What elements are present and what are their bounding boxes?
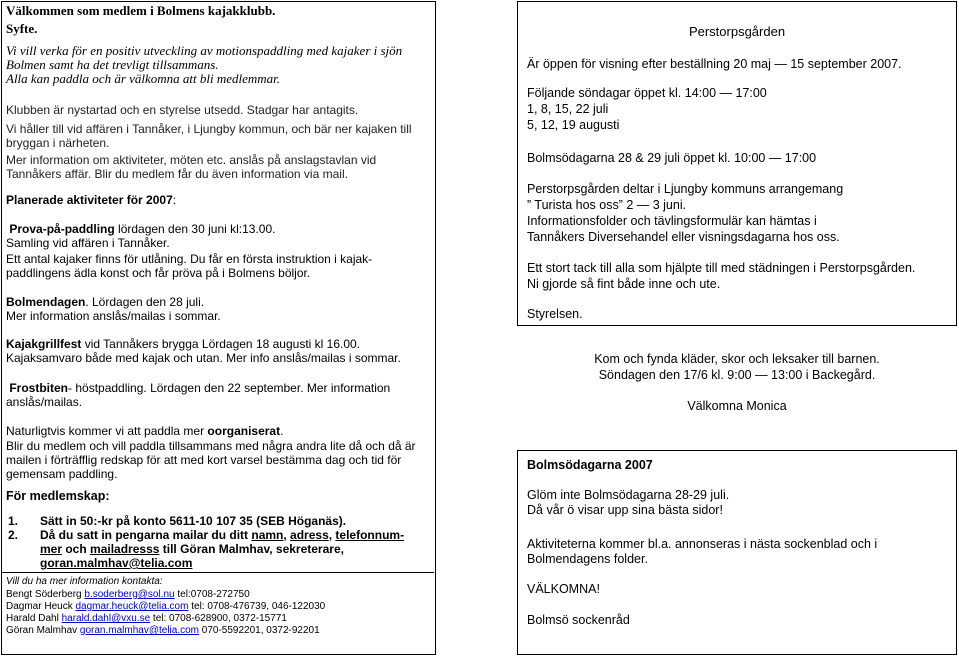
naturligtvis-line: Naturligtvis kommer vi att paddla mer oorganiserat. [6, 424, 284, 438]
step-2-text-2: mer och mailadresss till Göran Malmhav, sekreterare, [40, 542, 344, 556]
perstorp-signature: Styrelsen. [527, 307, 583, 321]
frostbiten-line: Frostbiten- höstpaddling. Lördagen den 22 september. Mer information [9, 381, 391, 395]
bolmso-line-1: Glöm inte Bolmsödagarna 28-29 juli. [527, 488, 730, 502]
prova-line-2: Samling vid affären i Tannåker. [6, 236, 170, 250]
bolmendagen-line-2: Mer information anslås/mailas i sommar. [6, 309, 221, 323]
naturligtvis-line-3: mailen i förträfflig redskap för att med kort varsel bestämma dag och tid för [6, 453, 402, 467]
grillfest-line: Kajakgrillfest vid Tannåkers brygga Lördagen 18 augusti kl 16.00. [6, 337, 361, 351]
intro-line-3: Alla kan paddla och är välkomna att bli medlemmar. [6, 71, 281, 86]
location-text-1: Vi håller till vid affären i Tannåker, i Ljungby kommun, och bär ner kajaken till [6, 122, 412, 136]
bolmso-line-3: Aktiviteterna kommer bl.a. annonseras i nästa sockenblad och i [527, 537, 878, 551]
frostbiten-line-2: anslås/mailas. [6, 395, 83, 409]
perstorp-line-5: Bolmsödagarna 28 & 29 juli öppet kl. 10:00 — 17:00 [527, 151, 817, 165]
bolmsodagarna-title: Bolmsödagarna 2007 [527, 458, 653, 472]
club-started-text: Klubben är nystartad och en styrelse utsedd. Stadgar har antagits. [6, 103, 359, 117]
naturligtvis-line-4: gemensam paddling. [6, 467, 118, 481]
contact-row: Dagmar Heuck dagmar.heuck@telia.com tel: 0708-476739, 046-122030 [6, 601, 326, 612]
perstorp-line-2: Följande söndagar öppet kl. 14:00 — 17:00 [527, 86, 767, 100]
contact-row: Harald Dahl harald.dahl@vxu.se tel: 0708-628900, 0372-15771 [6, 613, 287, 624]
bolmso-line-4: Bolmendagens folder. [527, 552, 648, 566]
perstorp-line-3: 1, 8, 15, 22 juli [527, 102, 609, 116]
contact-email-link[interactable]: b.soderberg@sol.nu [84, 589, 175, 600]
info-text-2: Tannåkers affär. Blir du medlem får du även information via mail. [6, 167, 348, 181]
perstorp-line-7: ” Turista hos oss” 2 — 3 juni. [527, 198, 687, 212]
bolmso-line-2: Då vår ö visar upp sina bästa sidor! [527, 503, 723, 517]
perstorp-line-11: Ni gjorde så fint både inne och ute. [527, 277, 721, 291]
planned-activities-heading: Planerade aktiviteter för 2007: [6, 193, 177, 207]
syfte-heading: Syfte. [6, 21, 38, 36]
perstorp-line-1: Är öppen för visning efter beställning 20 maj — 15 september 2007. [527, 57, 902, 71]
perstorp-line-10: Ett stort tack till alla som hjälpte till med städningen i Perstorpsgården. [527, 261, 916, 275]
step-1-text: Sätt in 50:-kr på konto 5611-10 107 35 (SEB Höganäs). [40, 514, 347, 528]
perstorp-line-8: Informationsfolder och tävlingsformulär kan hämtas i [527, 214, 817, 228]
bolmso-line-5: VÄLKOMNA! [527, 582, 600, 596]
contact-email-link[interactable]: harald.dahl@vxu.se [61, 613, 151, 624]
club-welcome-title: Välkommen som medlem i Bolmens kajakklubb. [6, 3, 276, 18]
contact-email-link[interactable]: dagmar.heuck@telia.com [75, 601, 189, 612]
intro-line-2: Bolmen samt ha det trevligt tillsammans. [6, 57, 219, 72]
prova-line-4: paddlingens ädla konst och får pröva på i Bolmens böljor. [6, 266, 311, 280]
prova-pa-paddling-line: Prova-på-paddling lördagen den 30 juni kl:13.00. [9, 222, 276, 236]
ad-line-3: Välkomna Monica [687, 399, 787, 413]
contact-row: Bengt Söderberg b.soderberg@sol.nu tel:0708-272750 [6, 589, 250, 600]
perstorp-line-6: Perstorpsgården deltar i Ljungby kommuns arrangemang [527, 182, 844, 196]
step-2-number: 2. [8, 528, 19, 542]
step-1-number: 1. [8, 514, 19, 528]
prova-line-3: Ett antal kajaker finns för utlåning. Du får en första instruktion i kajak- [6, 252, 373, 266]
membership-heading: För medlemskap: [6, 489, 110, 503]
contact-email-link[interactable]: goran.malmhav@telia.com [79, 625, 200, 636]
ad-line-2: Söndagen den 17/6 kl. 9:00 — 13:00 i Backegård. [598, 368, 876, 382]
bolmso-signature: Bolmsö sockenråd [527, 613, 630, 627]
bolmendagen-line: Bolmendagen. Lördagen den 28 juli. [6, 295, 205, 309]
info-text-1: Mer information om aktiviteter, möten etc. anslås på anslagstavlan vid [6, 153, 377, 167]
perstorp-line-9: Tannåkers Diversehandel eller visningsdagarna hos oss. [527, 230, 840, 244]
contact-row: Göran Malmhav goran.malmhav@telia.com 070-5592201, 0372-92201 [6, 625, 320, 636]
divider [2, 572, 434, 573]
intro-line-1: Vi vill verka för en positiv utveckling av motionspaddling med kajaker i sjön [6, 43, 403, 58]
contact-heading: Vill du ha mer information kontakta: [6, 576, 163, 587]
perstorpsgarden-title: Perstorpsgården [688, 24, 786, 39]
ad-line-1: Kom och fynda kläder, skor och leksaker till barnen. [594, 352, 880, 366]
step-2-text: Då du satt in pengarna mailar du ditt namn, adress, telefonnum- [40, 528, 405, 542]
naturligtvis-line-2: Blir du medlem och vill paddla tillsammans med några andra lite då och då är [6, 439, 416, 453]
location-text-2: bryggan i närheten. [6, 136, 110, 150]
grillfest-line-2: Kajaksamvaro både med kajak och utan. Mer info anslås/mailas i sommar. [6, 351, 401, 365]
secretary-email[interactable]: goran.malmhav@telia.com [40, 556, 193, 570]
perstorp-line-4: 5, 12, 19 augusti [527, 118, 620, 132]
